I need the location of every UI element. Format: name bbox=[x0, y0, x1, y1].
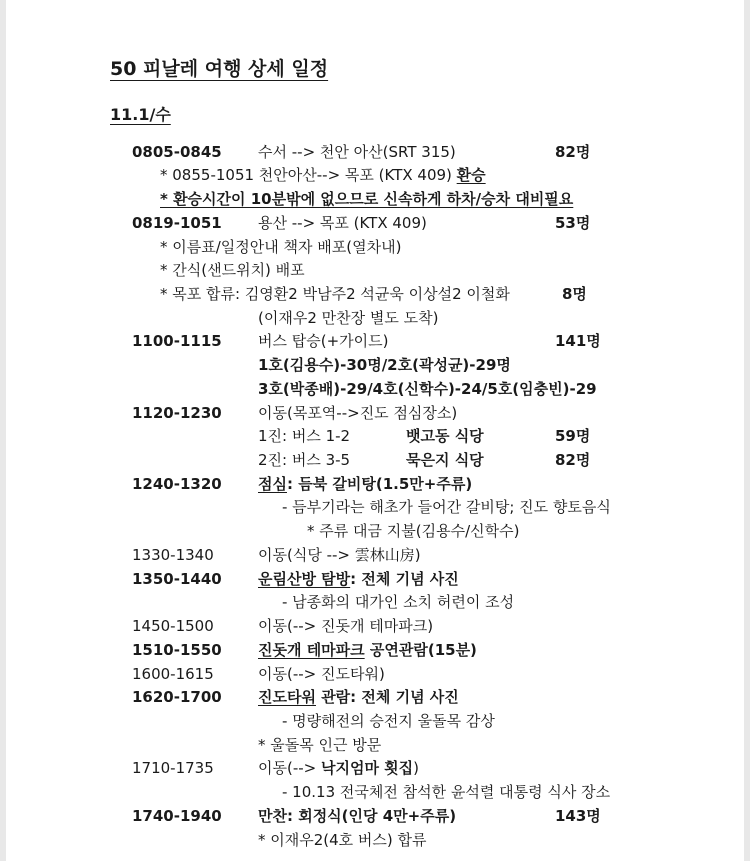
entry-note: - 명량해전의 승전지 울돌목 감상 bbox=[282, 712, 495, 730]
transfer-label: 환승 bbox=[456, 166, 486, 184]
entry-note-warning: * 환승시간이 10분밖에 없으므로 신속하게 하차/승차 대비필요 bbox=[160, 190, 574, 208]
entry-count: 143명 bbox=[555, 807, 601, 825]
entry-time: 1330-1340 bbox=[132, 546, 214, 564]
entry-note: - 남종화의 대가인 소치 허련이 조성 bbox=[282, 593, 515, 611]
restaurant-name: 묵은지 식당 bbox=[406, 451, 484, 469]
entry-desc: 진도타워 관람: 전체 기념 사진 bbox=[258, 688, 459, 706]
entry-time: 1120-1230 bbox=[132, 404, 222, 422]
restaurant-name: 뱃고동 식당 bbox=[406, 427, 484, 445]
entry-note: * 이름표/일정안내 책자 배포(열차내) bbox=[160, 238, 402, 256]
entry-note: - 듬부기라는 해초가 들어간 갈비탕; 진도 향토음식 bbox=[282, 498, 611, 516]
entry-desc: 이동(--> 진돗개 테마파크) bbox=[258, 617, 434, 635]
day-heading: 11.1/수 bbox=[110, 105, 171, 124]
entry-count: 8명 bbox=[562, 285, 587, 303]
entry-note: (이재우2 만찬장 별도 도착) bbox=[258, 309, 439, 327]
bus-assignment: 1호(김용수)-30명/2호(곽성균)-29명 bbox=[258, 356, 511, 374]
group-label: 2진: 버스 3-5 bbox=[258, 451, 351, 469]
entry-note: * 간식(샌드위치) 배포 bbox=[160, 261, 305, 279]
entry-desc: 이동(식당 --> 雲林山房) bbox=[258, 546, 421, 564]
entry-desc: 이동(--> 낙지엄마 횟집) bbox=[258, 759, 420, 777]
entry-time: 1620-1700 bbox=[132, 688, 222, 706]
entry-note: * 목포 합류: 김영환2 박남주2 석균욱 이상설2 이철화 bbox=[160, 285, 510, 303]
entry-note: * 0855-1051 천안아산--> 목포 (KTX 409) 환승 bbox=[160, 166, 486, 184]
bus-assignment: 3호(박종배)-29/4호(신학수)-24/5호(임충빈)-29 bbox=[258, 380, 597, 398]
entry-note: * 주류 대금 지불(김용수/신학수) bbox=[307, 522, 520, 540]
entry-time: 0805-0845 bbox=[132, 143, 222, 161]
entry-count: 82명 bbox=[555, 143, 591, 161]
entry-desc: 진돗개 테마파크 공연관람(15분) bbox=[258, 641, 477, 659]
entry-time: 1450-1500 bbox=[132, 617, 214, 635]
entry-count: 141명 bbox=[555, 332, 601, 350]
entry-note: * 이재우2(4호 버스) 합류 bbox=[258, 831, 427, 849]
entry-desc: 이동(--> 진도타워) bbox=[258, 665, 385, 683]
document-title: 50 피날레 여행 상세 일정 bbox=[110, 58, 329, 80]
entry-time: 1510-1550 bbox=[132, 641, 222, 659]
entry-time: 1600-1615 bbox=[132, 665, 214, 683]
entry-count: 59명 bbox=[555, 427, 591, 445]
entry-time: 0819-1051 bbox=[132, 214, 222, 232]
entry-time: 1100-1115 bbox=[132, 332, 222, 350]
entry-desc: 버스 탑승(+가이드) bbox=[258, 332, 389, 350]
entry-desc: 이동(목포역-->진도 점심장소) bbox=[258, 404, 458, 422]
entry-time: 1740-1940 bbox=[132, 807, 222, 825]
group-label: 1진: 버스 1-2 bbox=[258, 427, 351, 445]
entry-desc: 운림산방 탐방: 전체 기념 사진 bbox=[258, 570, 459, 588]
entry-count: 82명 bbox=[555, 451, 591, 469]
entry-note: * 울돌목 인근 방문 bbox=[258, 736, 382, 754]
entry-count: 53명 bbox=[555, 214, 591, 232]
entry-desc: 만찬: 회정식(인당 4만+주류) bbox=[258, 807, 457, 825]
entry-desc: 점심: 듬북 갈비탕(1.5만+주류) bbox=[258, 475, 473, 493]
entry-desc: 수서 --> 천안 아산(SRT 315) bbox=[258, 143, 456, 161]
entry-time: 1240-1320 bbox=[132, 475, 222, 493]
entry-time: 1710-1735 bbox=[132, 759, 214, 777]
entry-note: - 10.13 전국체전 참석한 윤석렬 대통령 식사 장소 bbox=[282, 783, 611, 801]
document-page bbox=[6, 0, 744, 861]
entry-desc: 용산 --> 목포 (KTX 409) bbox=[258, 214, 427, 232]
entry-time: 1350-1440 bbox=[132, 570, 222, 588]
